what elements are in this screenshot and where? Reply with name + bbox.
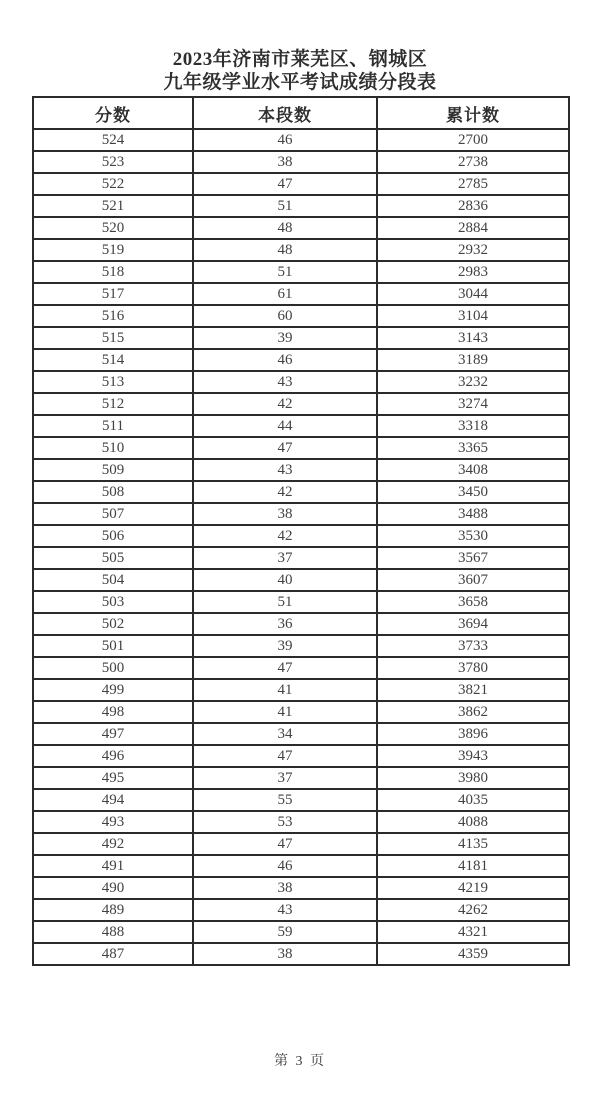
cumulative-count-cell: 2785	[377, 173, 569, 195]
table-row	[33, 459, 569, 481]
segment-count-cell: 48	[193, 217, 377, 239]
table-row	[33, 657, 569, 679]
score-cell: 500	[33, 657, 193, 679]
segment-count-cell: 60	[193, 305, 377, 327]
cumulative-count-cell: 3607	[377, 569, 569, 591]
score-cell: 492	[33, 833, 193, 855]
score-cell: 508	[33, 481, 193, 503]
score-cell: 489	[33, 899, 193, 921]
table-row	[33, 811, 569, 833]
cumulative-count-cell: 3143	[377, 327, 569, 349]
table-row	[33, 943, 569, 965]
cumulative-count-cell: 4359	[377, 943, 569, 965]
segment-count-cell: 41	[193, 701, 377, 723]
table-row	[33, 261, 569, 283]
cumulative-count-cell: 3567	[377, 547, 569, 569]
score-cell: 510	[33, 437, 193, 459]
table-row	[33, 217, 569, 239]
score-cell: 512	[33, 393, 193, 415]
table-row	[33, 239, 569, 261]
table-row	[33, 745, 569, 767]
cumulative-count-cell: 2884	[377, 217, 569, 239]
title-line-1: 2023年济南市莱芜区、钢城区	[172, 49, 428, 70]
segment-count-cell: 40	[193, 569, 377, 591]
segment-count-cell: 38	[193, 503, 377, 525]
table-row	[33, 899, 569, 921]
table-row	[33, 921, 569, 943]
segment-count-cell: 47	[193, 173, 377, 195]
cumulative-count-cell: 3694	[377, 613, 569, 635]
cumulative-count-cell: 4262	[377, 899, 569, 921]
table-header-row	[33, 97, 569, 129]
cumulative-count-cell: 3232	[377, 371, 569, 393]
score-cell: 499	[33, 679, 193, 701]
segment-count-cell: 44	[193, 415, 377, 437]
segment-count-cell: 46	[193, 349, 377, 371]
cumulative-count-cell: 3450	[377, 481, 569, 503]
score-cell: 514	[33, 349, 193, 371]
table-row	[33, 481, 569, 503]
segment-count-cell: 38	[193, 943, 377, 965]
score-cell: 517	[33, 283, 193, 305]
document-title	[0, 48, 600, 94]
score-cell: 491	[33, 855, 193, 877]
score-cell: 493	[33, 811, 193, 833]
cumulative-count-cell: 4135	[377, 833, 569, 855]
score-cell: 490	[33, 877, 193, 899]
table-row	[33, 129, 569, 151]
cumulative-count-cell: 2738	[377, 151, 569, 173]
table-row	[33, 305, 569, 327]
cumulative-count-cell: 3318	[377, 415, 569, 437]
table-row	[33, 173, 569, 195]
score-cell: 509	[33, 459, 193, 481]
score-cell: 503	[33, 591, 193, 613]
cumulative-count-cell: 3189	[377, 349, 569, 371]
cumulative-count-cell: 4321	[377, 921, 569, 943]
table-row	[33, 877, 569, 899]
score-cell: 524	[33, 129, 193, 151]
cumulative-count-cell: 2932	[377, 239, 569, 261]
segment-count-cell: 39	[193, 327, 377, 349]
segment-count-cell: 47	[193, 745, 377, 767]
segment-count-cell: 42	[193, 481, 377, 503]
table-row	[33, 613, 569, 635]
segment-count-cell: 39	[193, 635, 377, 657]
cumulative-count-cell: 3896	[377, 723, 569, 745]
table-row	[33, 701, 569, 723]
score-table-body	[33, 129, 569, 965]
cumulative-count-cell: 3530	[377, 525, 569, 547]
table-row	[33, 195, 569, 217]
score-cell: 521	[33, 195, 193, 217]
segment-count-cell: 55	[193, 789, 377, 811]
cumulative-count-cell: 3274	[377, 393, 569, 415]
score-cell: 504	[33, 569, 193, 591]
segment-count-cell: 61	[193, 283, 377, 305]
header-cumulative-count: 累计数	[377, 97, 569, 129]
score-distribution-table	[32, 96, 570, 966]
segment-count-cell: 46	[193, 129, 377, 151]
score-cell: 518	[33, 261, 193, 283]
table-row	[33, 393, 569, 415]
table-row	[33, 371, 569, 393]
segment-count-cell: 38	[193, 151, 377, 173]
score-cell: 520	[33, 217, 193, 239]
score-cell: 523	[33, 151, 193, 173]
segment-count-cell: 47	[193, 833, 377, 855]
cumulative-count-cell: 3943	[377, 745, 569, 767]
segment-count-cell: 34	[193, 723, 377, 745]
segment-count-cell: 51	[193, 195, 377, 217]
table-row	[33, 635, 569, 657]
segment-count-cell: 37	[193, 547, 377, 569]
cumulative-count-cell: 3044	[377, 283, 569, 305]
cumulative-count-cell: 2836	[377, 195, 569, 217]
cumulative-count-cell: 3488	[377, 503, 569, 525]
score-cell: 519	[33, 239, 193, 261]
score-cell: 496	[33, 745, 193, 767]
table-row	[33, 767, 569, 789]
table-row	[33, 327, 569, 349]
segment-count-cell: 51	[193, 261, 377, 283]
table-row	[33, 679, 569, 701]
segment-count-cell: 46	[193, 855, 377, 877]
score-cell: 502	[33, 613, 193, 635]
table-row	[33, 415, 569, 437]
score-cell: 498	[33, 701, 193, 723]
segment-count-cell: 47	[193, 657, 377, 679]
table-row	[33, 569, 569, 591]
header-score: 分数	[33, 97, 193, 129]
page-number: 第 3 页	[274, 1054, 326, 1069]
score-cell: 505	[33, 547, 193, 569]
segment-count-cell: 37	[193, 767, 377, 789]
score-cell: 507	[33, 503, 193, 525]
segment-count-cell: 43	[193, 459, 377, 481]
header-segment-count: 本段数	[193, 97, 377, 129]
cumulative-count-cell: 3780	[377, 657, 569, 679]
table-row	[33, 437, 569, 459]
segment-count-cell: 47	[193, 437, 377, 459]
segment-count-cell: 36	[193, 613, 377, 635]
score-cell: 488	[33, 921, 193, 943]
score-cell: 506	[33, 525, 193, 547]
score-cell: 497	[33, 723, 193, 745]
table-row	[33, 525, 569, 547]
table-row	[33, 789, 569, 811]
table-row	[33, 503, 569, 525]
segment-count-cell: 38	[193, 877, 377, 899]
score-cell: 511	[33, 415, 193, 437]
cumulative-count-cell: 3862	[377, 701, 569, 723]
score-cell: 495	[33, 767, 193, 789]
cumulative-count-cell: 2700	[377, 129, 569, 151]
table-row	[33, 591, 569, 613]
segment-count-cell: 43	[193, 899, 377, 921]
cumulative-count-cell: 3821	[377, 679, 569, 701]
score-cell: 515	[33, 327, 193, 349]
segment-count-cell: 43	[193, 371, 377, 393]
score-cell: 494	[33, 789, 193, 811]
cumulative-count-cell: 3104	[377, 305, 569, 327]
cumulative-count-cell: 4181	[377, 855, 569, 877]
table-row	[33, 833, 569, 855]
score-cell: 487	[33, 943, 193, 965]
cumulative-count-cell: 3408	[377, 459, 569, 481]
cumulative-count-cell: 3733	[377, 635, 569, 657]
score-cell: 501	[33, 635, 193, 657]
segment-count-cell: 42	[193, 393, 377, 415]
cumulative-count-cell: 4219	[377, 877, 569, 899]
cumulative-count-cell: 4035	[377, 789, 569, 811]
segment-count-cell: 48	[193, 239, 377, 261]
cumulative-count-cell: 2983	[377, 261, 569, 283]
segment-count-cell: 42	[193, 525, 377, 547]
cumulative-count-cell: 4088	[377, 811, 569, 833]
cumulative-count-cell: 3980	[377, 767, 569, 789]
score-cell: 516	[33, 305, 193, 327]
table-row	[33, 151, 569, 173]
segment-count-cell: 59	[193, 921, 377, 943]
table-row	[33, 547, 569, 569]
table-row	[33, 349, 569, 371]
title-line-2: 九年级学业水平考试成绩分段表	[163, 72, 437, 93]
score-cell: 513	[33, 371, 193, 393]
table-row	[33, 855, 569, 877]
segment-count-cell: 51	[193, 591, 377, 613]
cumulative-count-cell: 3658	[377, 591, 569, 613]
cumulative-count-cell: 3365	[377, 437, 569, 459]
table-row	[33, 283, 569, 305]
table-row	[33, 723, 569, 745]
segment-count-cell: 41	[193, 679, 377, 701]
segment-count-cell: 53	[193, 811, 377, 833]
score-cell: 522	[33, 173, 193, 195]
